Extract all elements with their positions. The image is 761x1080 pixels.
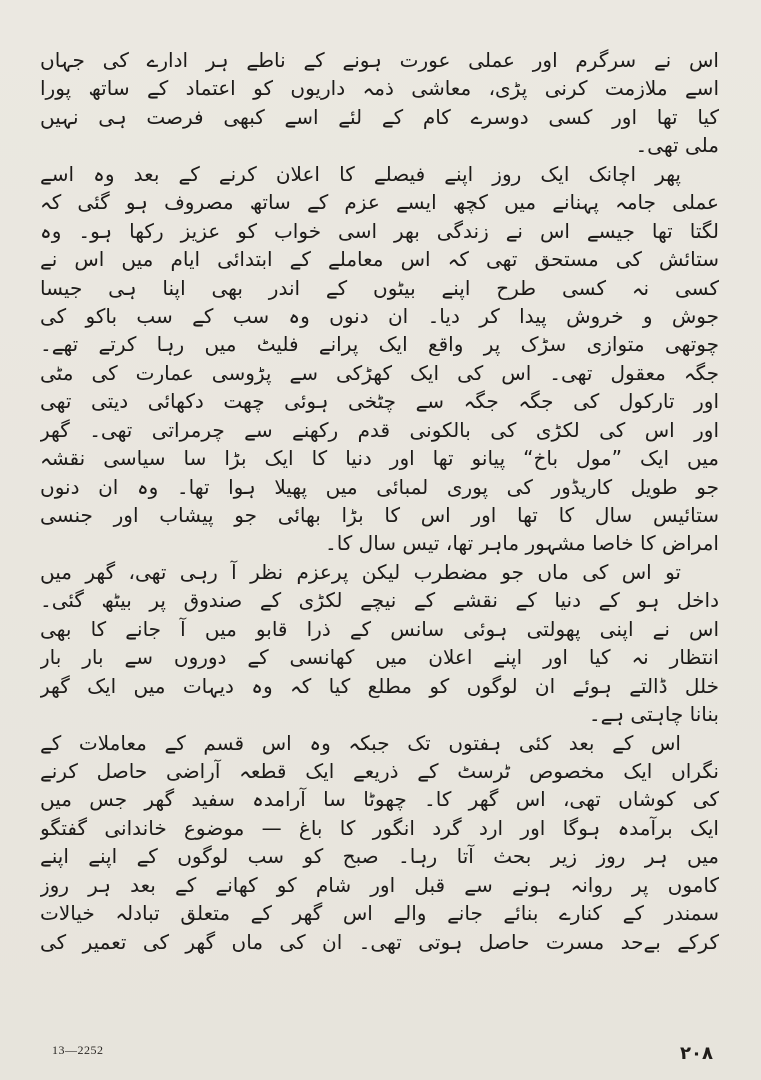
paragraph	[40, 46, 719, 160]
text-line: ستائش کی مستحق تھی کہ اس معاملے کے ابتدائی ایام میں اس نے	[40, 247, 719, 272]
text-line: اور اس کی لکڑی کی بالکونی قدم رکھنے سے چرمراتی تھی۔ گھر	[40, 417, 719, 442]
text-line: اور تارکول کی جگہ جگہ سے چٹخی ہوئی چھت دکھائی دیتی تھی	[40, 389, 719, 414]
text-line: جگہ معقول تھی۔ اس کی ایک کھڑکی سے پڑوسی عمارت کی مٹی	[40, 360, 719, 385]
text-line: اس نے اپنی پھولتی ہوئی سانس کے ذرا قابو میں آ جانے کا بھی	[40, 616, 719, 641]
text-line: تو اس کی ماں جو مضطرب لیکن پرعزم نظر آ رہی تھی، گھر میں	[40, 559, 681, 584]
text-line: ایک برآمدہ ہوگا اور ارد گرد انگور کا باغ — موضوع خاندانی گفتگو	[40, 815, 719, 840]
text-line: پھر اچانک ایک روز اپنے فیصلے کا اعلان کرنے کے بعد وہ اسے	[40, 161, 681, 186]
text-line: لگتا تھا جیسے اس نے زندگی بھر اسی خواب کو عزیز رکھا ہو۔ وہ	[40, 218, 719, 243]
text-line: امراض کا خاصا مشہور ماہر تھا، تیس سال کا۔	[324, 531, 719, 556]
text-line: کی کوشاں تھی، اس گھر کا۔ چھوٹا سا آرامدہ سفید گھر جس میں	[40, 787, 719, 812]
body-text	[40, 46, 719, 956]
text-line: کسی نہ کسی طرح اپنے بیٹوں کے اندر بھی اپنا ہی جیسا	[40, 275, 719, 300]
paragraph	[40, 558, 719, 729]
text-line: سمندر کے کنارے بنائے جانے والے اس گھر کے متعلق تبادلہ خیالات	[40, 901, 719, 926]
text-line: میں ایک ”مول باخ“ پیانو تھا اور دنیا کا ایک بڑا سا سیاسی نقشہ	[40, 446, 719, 471]
text-line: چوتھی متوازی سڑک پر واقع ایک پرانے فلیٹ میں رہا کرتے تھے۔	[40, 332, 719, 357]
text-line: کاموں پر روانہ ہونے سے قبل اور شام کو کھانے کے بعد ہر روز	[40, 872, 719, 897]
text-line: کرکے بےحد مسرت حاصل ہوتی تھی۔ ان کی ماں گھر کی تعمیر کی	[40, 929, 719, 954]
text-line: نگراں ایک مخصوص ٹرسٹ کے ذریعے ایک قطعہ آراضی حاصل کرنے	[40, 758, 719, 783]
text-line: اس نے سرگرم اور عملی عورت ہونے کے ناطے ہر ادارے کی جہاں	[40, 48, 719, 72]
text-line: میں ہر روز زیر بحث آتا رہا۔ صبح کو سب لوگوں کے اپنے اپنے	[40, 844, 719, 869]
paragraph	[40, 729, 719, 957]
page-number: ۲۰۸	[680, 1043, 713, 1064]
text-line: بنانا چاہتی ہے۔	[588, 702, 719, 727]
text-line: جوش و خروش پیدا کر دیا۔ ان دنوں وہ سب کے سب باکو کی	[40, 303, 719, 328]
text-line: اسے ملازمت کرنی پڑی، معاشی ذمہ داریوں کو اعتماد کے ساتھ پورا	[40, 76, 719, 101]
text-line: داخل ہو کے دنیا کے نقشے کے نیچے لکڑی کے صندوق پر بیٹھ گئی۔	[40, 588, 719, 613]
text-line: ستائیس سال کا تھا اور اس کا بڑا بھائی جو پیشاب اور جنسی	[40, 503, 719, 527]
text-line: اس کے بعد کئی ہفتوں تک جبکہ وہ اس قسم کے معاملات کے	[40, 730, 681, 755]
text-line: ملی تھی۔	[635, 133, 719, 158]
text-line: عملی جامہ پہنانے میں کچھ ایسے عزم کے ساتھ مصروف ہو گئی کہ	[40, 190, 719, 215]
text-line: خلل ڈالتے ہوئے ان لوگوں کو مطلع کیا کہ وہ دیہات میں ایک گھر	[40, 673, 719, 698]
text-line: جو طویل کاریڈور کی پوری لمبائی میں پھیلا ہوا تھا۔ وہ ان دنوں	[40, 474, 719, 499]
text-line: کیا تھا اور کسی دوسرے کام کے لئے اسے کبھی فرصت ہی نہیں	[40, 104, 719, 129]
printer-signature: 13—2252	[52, 1043, 104, 1057]
paragraph	[40, 160, 719, 558]
text-line: انتظار نہ کیا اور اپنے اعلان میں کھانسی کے دوروں سے بار بار	[40, 645, 719, 670]
